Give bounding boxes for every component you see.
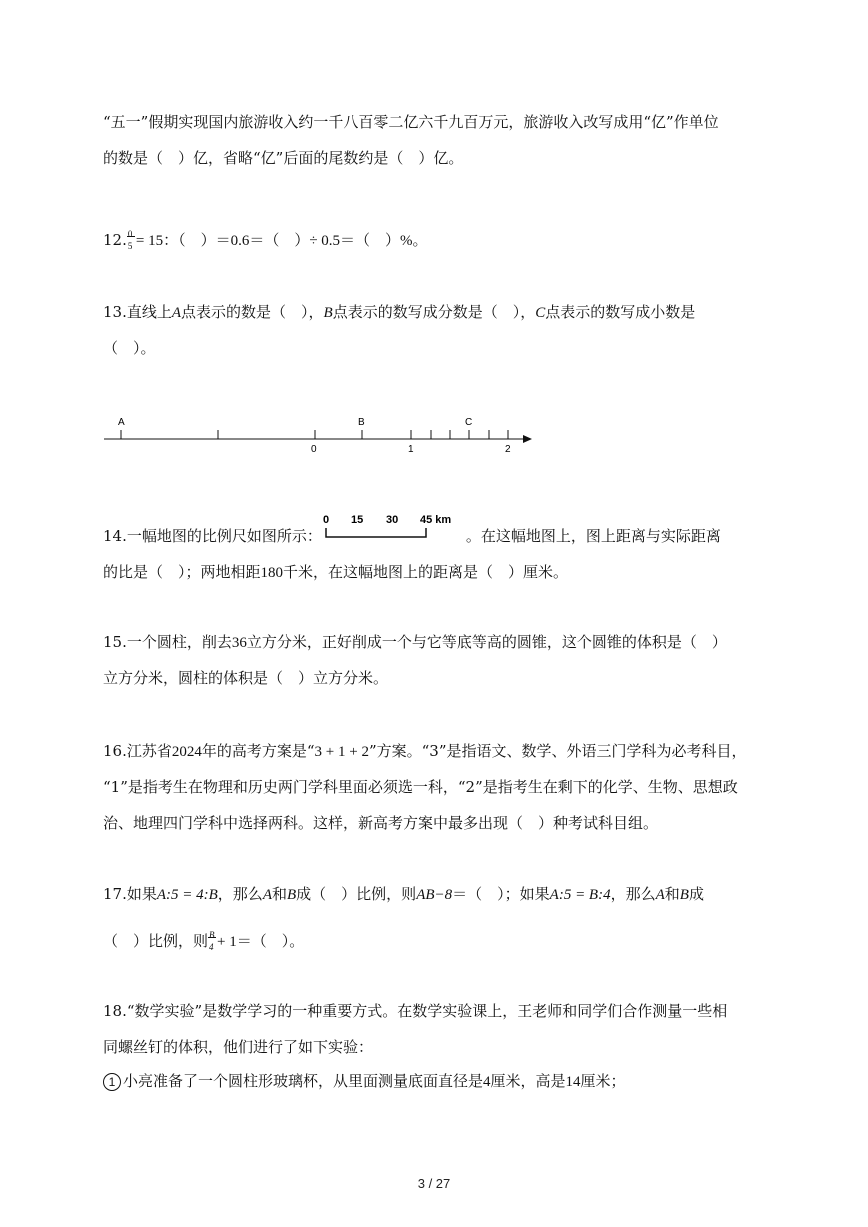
numberline-tick-1: 1 — [408, 444, 414, 455]
q18-line3: 1 小亮准备了一个圆柱形玻璃杯，从里面测量底面直径是4厘米，高是14厘米； — [103, 1071, 626, 1092]
q12-number: 12. — [103, 231, 127, 249]
numberline-tick-0: 0 — [311, 444, 317, 455]
scale-label-15: 15 — [350, 514, 364, 526]
q14-scale-bar — [322, 514, 466, 546]
q13-line2: （ ）。 — [103, 339, 156, 357]
q18-line2: 同螺丝钉的体积，他们进行了如下实验： — [103, 1038, 374, 1056]
step-number-badge: 1 — [103, 1073, 121, 1091]
numberline-tick-2: 2 — [505, 444, 511, 455]
q16-line2: “1”是指考生在物理和历史两门学科里面必须选一科，“2”是指考生在剩下的化学、生物、思想政 — [103, 778, 738, 796]
q14-line2: 的比是（ ）；两地相距180千米，在这幅地图上的距离是（ ）厘米。 — [103, 563, 569, 581]
q12-rest: = 15：（ ）＝0.6＝（ ）÷ 0.5＝（ ）%。 — [135, 233, 428, 249]
q11-line1: “五一”假期实现国内旅游收入约一千八百零二亿六千九百万元，旅游收入改写成用“亿”作单位 — [103, 113, 719, 131]
numberline-label-a: A — [118, 417, 125, 428]
scale-label-45km: 45 km — [419, 514, 452, 526]
page-number: 3 / 27 — [417, 1176, 451, 1191]
q12-line — [103, 230, 428, 251]
scale-label-0: 0 — [322, 514, 329, 526]
q11-line2: 的数是（ ）亿，省略“亿”后面的尾数约是（ ）亿。 — [103, 149, 464, 167]
numberline-label-c: C — [465, 417, 473, 428]
q17-line2: （ ）比例，则 B 4 + 1＝（ ）。 — [103, 930, 305, 952]
q16-line1: 16.江苏省2024年的高考方案是“3 + 1 + 2”方案。“3”是指语文、数学、外语三门学科为必考科目， — [103, 742, 747, 760]
q16-line3: 治、地理四门学科中选择两科。这样，新高考方案中最多出现（ ）种考试科目组。 — [103, 814, 659, 832]
q15-line2: 立方分米，圆柱的体积是（ ）立方分米。 — [103, 669, 389, 687]
q12-fraction: 0 5 — [127, 230, 136, 250]
q17-fraction: B 4 — [209, 930, 215, 952]
q18-line1: 18.“数学实验”是数学学习的一种重要方式。在数学实验课上，王老师和同学们合作测量一些相 — [103, 1002, 728, 1020]
q17-line1: 17.如果A:5 = 4:B，那么A和B成（ ）比例，则AB−8＝（ ）；如果A:5 = B:4，那么A和B成 — [103, 885, 704, 903]
scale-label-30: 30 — [385, 514, 399, 526]
q13-number-line — [100, 408, 540, 458]
numberline-label-b: B — [358, 417, 365, 428]
q13-line1: 13.直线上A点表示的数是（ ），B点表示的数写成分数是（ ），C点表示的数写成小数是 — [103, 303, 696, 321]
q15-line1: 15.一个圆柱，削去36立方分米，正好削成一个与它等底等高的圆锥，这个圆锥的体积是（ ） — [103, 633, 727, 651]
q14-line1: 14.一幅地图的比例尺如图所示： 0 15 30 45 km 。在这幅地图上，图上距离与实际距离 — [103, 514, 721, 545]
